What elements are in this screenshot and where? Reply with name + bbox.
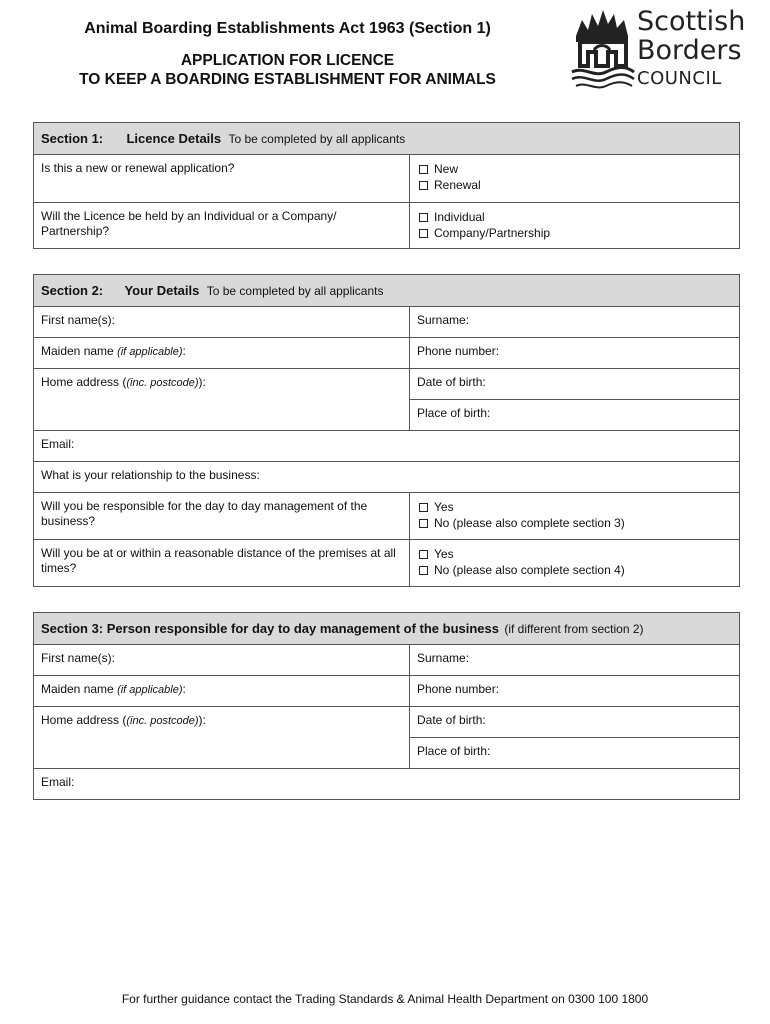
option-label: No (please also complete section 4) — [434, 563, 625, 577]
option-label: Yes — [434, 500, 454, 514]
first-name-label: First name(s): — [41, 651, 116, 665]
place-of-birth-label: Place of birth: — [417, 406, 491, 420]
checkbox[interactable] — [419, 181, 428, 190]
relationship-label: What is your relationship to the business: — [41, 468, 260, 482]
phone-field[interactable] — [410, 338, 740, 369]
phone-field[interactable] — [410, 676, 740, 707]
checkbox[interactable] — [419, 165, 428, 174]
first-name-field[interactable] — [34, 307, 410, 338]
relationship-field[interactable] — [34, 462, 740, 493]
place-of-birth-field[interactable] — [410, 400, 740, 431]
question-licence-holder: Will the Licence be held by an Individual or a Company/ Partnership? — [34, 203, 410, 249]
checkbox[interactable] — [419, 550, 428, 559]
question-new-or-renewal: Is this a new or renewal application? — [34, 155, 410, 203]
home-address-label: Home address — [41, 713, 120, 727]
home-address-field[interactable]: Home address ((inc. postcode)): — [34, 707, 410, 769]
question-reasonable-distance: Will you be at or within a reasonable distance of the premises at all times? — [34, 540, 410, 587]
place-of-birth-field[interactable] — [410, 738, 740, 769]
management-options — [410, 493, 740, 540]
option-yes[interactable] — [417, 546, 732, 562]
checkbox[interactable] — [419, 229, 428, 238]
new-or-renewal-options — [410, 155, 740, 203]
question-day-to-day-management: Will you be responsible for the day to day management of the business? — [34, 493, 410, 540]
option-company-partnership[interactable] — [417, 225, 732, 241]
form-title-line-2: TO KEEP A BOARDING ESTABLISHMENT FOR ANIMALS — [79, 71, 496, 88]
option-label: New — [434, 162, 459, 176]
date-of-birth-label: Date of birth: — [417, 713, 486, 727]
checkbox[interactable] — [419, 519, 428, 528]
section-1-subtitle: To be completed by all applicants — [228, 132, 406, 146]
option-label: Renewal — [434, 178, 481, 192]
section-2-subtitle: To be completed by all applicants — [206, 284, 384, 298]
section-3-header — [34, 613, 740, 645]
section-2-table — [33, 274, 740, 587]
section-2-label: Section 2: — [41, 283, 104, 298]
logo-word-council: COUNCIL — [637, 68, 722, 89]
email-field[interactable] — [34, 769, 740, 800]
phone-label: Phone number: — [417, 682, 500, 696]
option-no[interactable] — [417, 515, 732, 531]
section-3-table — [33, 612, 740, 800]
checkbox[interactable] — [419, 503, 428, 512]
section-3-title: Section 3: Person responsible for day to day management of the business — [41, 621, 499, 636]
first-name-field[interactable] — [34, 645, 410, 676]
maiden-name-label: Maiden name — [41, 344, 114, 358]
date-of-birth-field[interactable] — [410, 369, 740, 400]
option-yes[interactable] — [417, 499, 732, 515]
section-3-subtitle: (if different from section 2) — [504, 622, 644, 636]
email-field[interactable] — [34, 431, 740, 462]
home-address-note: (inc. postcode) — [126, 377, 199, 389]
home-address-label: Home address — [41, 375, 120, 389]
place-of-birth-label: Place of birth: — [417, 744, 491, 758]
option-renewal[interactable] — [417, 177, 732, 193]
option-label: No (please also complete section 3) — [434, 516, 625, 530]
maiden-name-note: (if applicable) — [117, 346, 183, 358]
checkbox[interactable] — [419, 566, 428, 575]
council-logo — [570, 6, 746, 92]
section-2-title: Your Details — [124, 283, 200, 298]
distance-options — [410, 540, 740, 587]
option-label: Individual — [434, 210, 485, 224]
thistle-crest-icon — [570, 6, 636, 92]
form-title-line-1: APPLICATION FOR LICENCE — [180, 52, 395, 69]
option-label: Yes — [434, 547, 454, 561]
surname-field[interactable] — [410, 645, 740, 676]
home-address-note: (inc. postcode) — [126, 715, 199, 727]
logo-word-scottish: Scottish — [637, 6, 746, 37]
phone-label: Phone number: — [417, 344, 500, 358]
option-label: Company/Partnership — [434, 226, 551, 240]
logo-word-borders: Borders — [637, 35, 742, 66]
act-title: Animal Boarding Establishments Act 1963 (Section 1) — [84, 20, 491, 37]
section-1-title: Licence Details — [126, 131, 222, 146]
option-no[interactable] — [417, 562, 732, 578]
surname-label: Surname: — [417, 651, 470, 665]
date-of-birth-label: Date of birth: — [417, 375, 486, 389]
checkbox[interactable] — [419, 213, 428, 222]
maiden-name-field[interactable]: Maiden name (if applicable): — [34, 676, 410, 707]
email-label: Email: — [41, 437, 75, 451]
option-individual[interactable] — [417, 209, 732, 225]
maiden-name-field[interactable]: Maiden name (if applicable): — [34, 338, 410, 369]
maiden-name-label: Maiden name — [41, 682, 114, 696]
section-2-header — [34, 275, 740, 307]
option-new[interactable] — [417, 161, 732, 177]
surname-label: Surname: — [417, 313, 470, 327]
first-name-label: First name(s): — [41, 313, 116, 327]
home-address-field[interactable]: Home address ((inc. postcode)): — [34, 369, 410, 431]
surname-field[interactable] — [410, 307, 740, 338]
maiden-name-note: (if applicable) — [117, 684, 183, 696]
section-1-table — [33, 122, 740, 249]
date-of-birth-field[interactable] — [410, 707, 740, 738]
section-1-header — [34, 123, 740, 155]
section-1-label: Section 1: — [41, 131, 104, 146]
email-label: Email: — [41, 775, 75, 789]
footer-guidance: For further guidance contact the Trading Standards & Animal Health Department on 0300 100 1800 — [121, 992, 649, 1006]
licence-holder-options — [410, 203, 740, 249]
